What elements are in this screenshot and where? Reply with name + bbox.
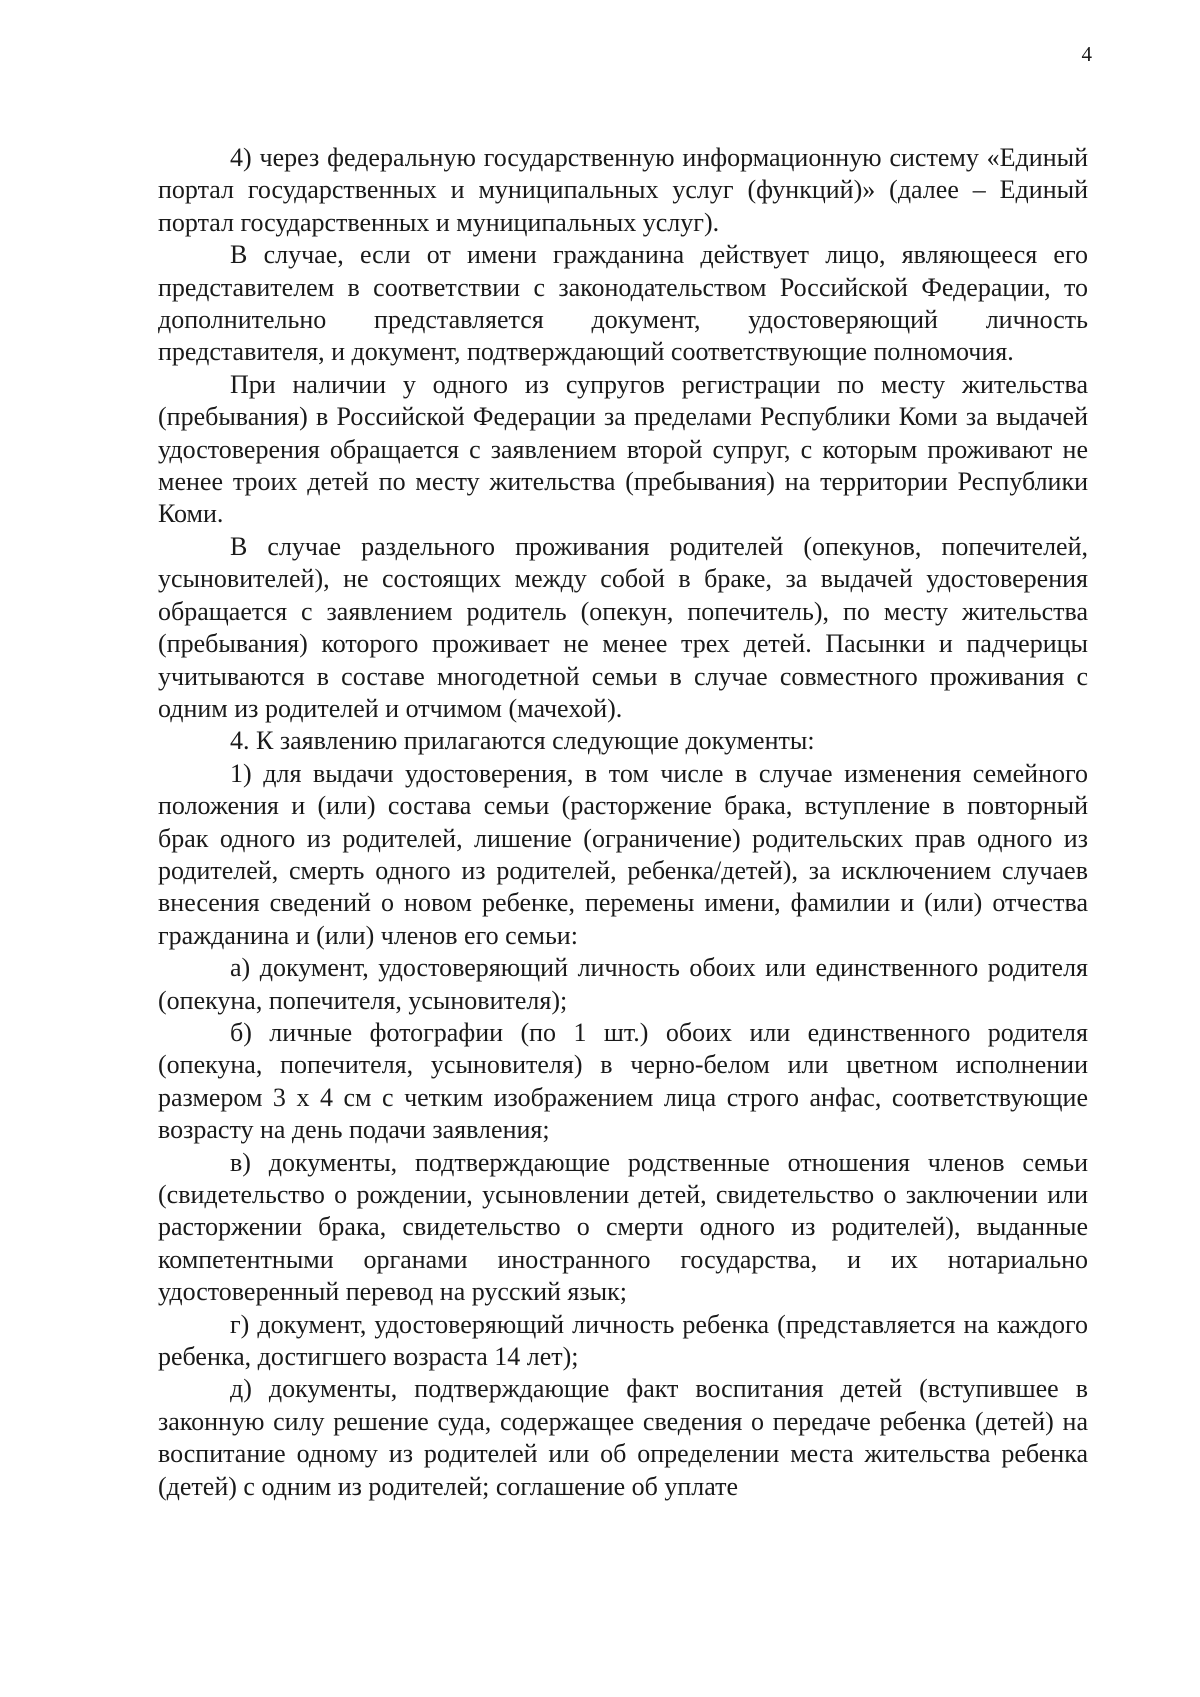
- paragraph-subitem-v: в) документы, подтверждающие родственные отношения членов семьи (свидетельство о рождении, усыновлении детей, свидетельство о заключении или расторжении брака, свидетельство о смерти одного из родителей), выданные компетентными органами иностранного государства, и их нотариально удостоверенный перевод на русский язык;: [158, 1147, 1088, 1307]
- paragraph-subitem-b: б) личные фотографии (по 1 шт.) обоих или единственного родителя (опекуна, попечителя, усыновителя) в черно-белом или цветном исполнении размером 3 х 4 см с четким изображением лица строго анфас, соответствующие возрасту на день подачи заявления;: [158, 1017, 1088, 1145]
- paragraph-item-4-heading: 4. К заявлению прилагаются следующие документы:: [230, 726, 815, 756]
- paragraph-subitem-g: г) документ, удостоверяющий личность ребенка (представляется на каждого ребенка, достигшего возраста 14 лет);: [158, 1309, 1088, 1372]
- paragraph-representative: В случае, если от имени гражданина действует лицо, являющееся его представителем в соответствии с законодательством Российской Федерации, то дополнительно представляется документ, удостоверяющий личность представителя, и документ, подтверждающий соответствующие полномочия.: [158, 240, 1088, 367]
- document-body: [158, 142, 1088, 1503]
- paragraph-subitem-d: д) документы, подтверждающие факт воспитания детей (вступившее в законную силу решение суда, содержащее сведения о передаче ребенка (детей) на воспитание одному из родителей или об определении места жительства ребенка (детей) с одним из родителей; соглашение об уплате: [158, 1374, 1088, 1501]
- paragraph-portal: 4) через федеральную государственную информационную систему «Единый портал государственных и муниципальных услуг (функций)» (далее – Единый портал государственных и муниципальных услуг).: [158, 143, 1088, 237]
- paragraph-separate-residence: В случае раздельного проживания родителей (опекунов, попечителей, усыновителей), не состоящих между собой в браке, за выдачей удостоверения обращается с заявлением родитель (опекун, попечитель), по месту жительства (пребывания) которого проживает не менее трех детей. Пасынки и падчерицы учитываются в составе многодетной семьи в случае совместного проживания с одним из родителей и отчимом (мачехой).: [158, 531, 1088, 723]
- paragraph-subitem-a: а) документ, удостоверяющий личность обоих или единственного родителя (опекуна, попечителя, усыновителя);: [158, 953, 1088, 1015]
- paragraph-subitem-1: 1) для выдачи удостоверения, в том числе в случае изменения семейного положения и (или) состава семьи (расторжение брака, вступление в повторный брак одного из родителей, лишение (ограничение) родительских прав одного из родителей, смерть одного из родителей, ребенка/детей), за исключением случаев внесения сведений о новом ребенке, перемены имени, фамилии и (или) отчества гражданина и (или) членов его семьи:: [158, 758, 1088, 950]
- paragraph-spouse-registration: При наличии у одного из супругов регистрации по месту жительства (пребывания) в Российской Федерации за пределами Республики Коми за выдачей удостоверения обращается с заявлением второй супруг, с которым проживают не менее троих детей по месту жительства (пребывания) на территории Республики Коми.: [158, 369, 1088, 529]
- page-number: 4: [1081, 42, 1092, 66]
